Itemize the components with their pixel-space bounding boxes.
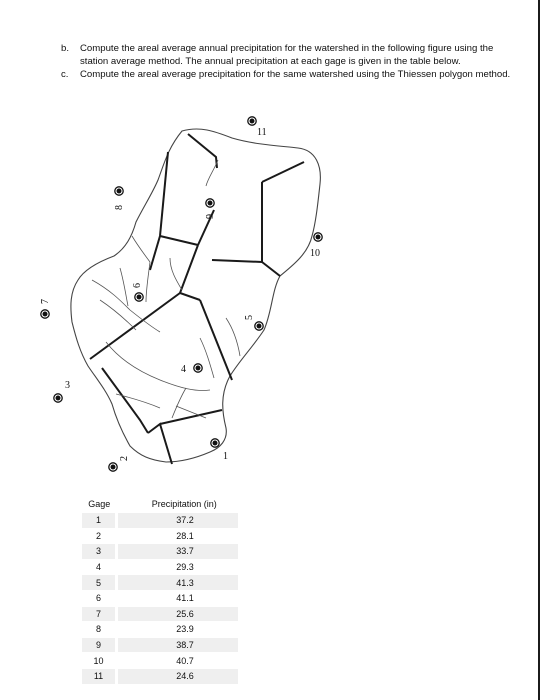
gage-cell: 11 bbox=[82, 668, 117, 683]
gage-label-9: 9 bbox=[205, 214, 216, 219]
table-row bbox=[82, 544, 238, 560]
precip-cell: 23.9 bbox=[117, 622, 239, 638]
table-row bbox=[82, 622, 238, 638]
gage-label-4: 4 bbox=[181, 364, 186, 375]
gage-5-marker bbox=[255, 322, 263, 330]
precip-cell: 41.1 bbox=[117, 590, 239, 606]
gage-cell: 4 bbox=[82, 559, 117, 575]
gage-cell: 1 bbox=[82, 513, 117, 529]
gage-label-8: 8 bbox=[114, 205, 125, 210]
gage-8-marker bbox=[115, 187, 123, 195]
gage-label-11: 11 bbox=[257, 127, 267, 138]
gage-label-10: 10 bbox=[310, 248, 320, 259]
gage-labels bbox=[40, 127, 320, 462]
gage-label-1: 1 bbox=[223, 451, 228, 462]
table-header-row bbox=[82, 496, 238, 513]
watershed-boundary bbox=[71, 129, 320, 462]
gage-cell: 5 bbox=[82, 575, 117, 591]
gage-1-marker bbox=[211, 439, 219, 447]
gage-label-7: 7 bbox=[40, 299, 51, 304]
table-row bbox=[82, 528, 238, 544]
precip-cell: 41.3 bbox=[117, 575, 239, 591]
table-row bbox=[82, 606, 238, 622]
question-b-text: Compute the areal average annual precipitation for the watershed in the following figure using the station average method. The annual precipitation at each gage is given in the table below. bbox=[80, 43, 494, 67]
table-row bbox=[82, 653, 238, 669]
gage-7-marker bbox=[41, 310, 49, 318]
precip-cell: 29.3 bbox=[117, 559, 239, 575]
table-row bbox=[82, 590, 238, 606]
gage-cell: 2 bbox=[82, 528, 117, 544]
precipitation-column-header: Precipitation (in) bbox=[151, 499, 217, 509]
question-b-label: b. bbox=[61, 43, 70, 54]
precipitation-table bbox=[82, 496, 238, 684]
question-c-text: Compute the areal average precipitation for the same watershed using the Thiessen polygon method. bbox=[80, 69, 511, 80]
gage-4-marker bbox=[194, 364, 202, 372]
gage-cell: 8 bbox=[82, 622, 117, 638]
question-c-label: c. bbox=[61, 69, 69, 80]
gage-11-marker bbox=[248, 117, 256, 125]
gage-label-3: 3 bbox=[65, 380, 70, 391]
gage-9-marker bbox=[206, 199, 214, 207]
gage-label-2: 2 bbox=[119, 456, 130, 461]
gage-6-marker bbox=[135, 293, 143, 301]
gage-10-marker bbox=[314, 233, 322, 241]
precip-cell: 25.6 bbox=[117, 606, 239, 622]
gage-cell: 7 bbox=[82, 606, 117, 622]
gage-2-marker bbox=[109, 463, 117, 471]
table-row bbox=[82, 668, 238, 683]
table-row bbox=[82, 575, 238, 591]
table-row bbox=[82, 513, 238, 529]
gage-cell: 10 bbox=[82, 653, 117, 669]
watershed-map bbox=[0, 115, 540, 495]
gage-cell: 3 bbox=[82, 544, 117, 560]
precip-cell: 40.7 bbox=[117, 653, 239, 669]
gage-cell: 9 bbox=[82, 637, 117, 653]
gage-3-marker bbox=[54, 394, 62, 402]
precip-cell: 24.6 bbox=[117, 668, 239, 683]
gage-cell: 6 bbox=[82, 590, 117, 606]
precip-cell: 38.7 bbox=[117, 637, 239, 653]
gage-label-5: 5 bbox=[244, 315, 255, 320]
precip-cell: 28.1 bbox=[117, 528, 239, 544]
precip-cell: 33.7 bbox=[117, 544, 239, 560]
table-row bbox=[82, 637, 238, 653]
precip-cell: 37.2 bbox=[117, 513, 239, 529]
stream-network bbox=[92, 160, 240, 418]
gage-label-6: 6 bbox=[132, 283, 143, 288]
gage-column-header: Gage bbox=[88, 499, 111, 509]
table-row bbox=[82, 559, 238, 575]
